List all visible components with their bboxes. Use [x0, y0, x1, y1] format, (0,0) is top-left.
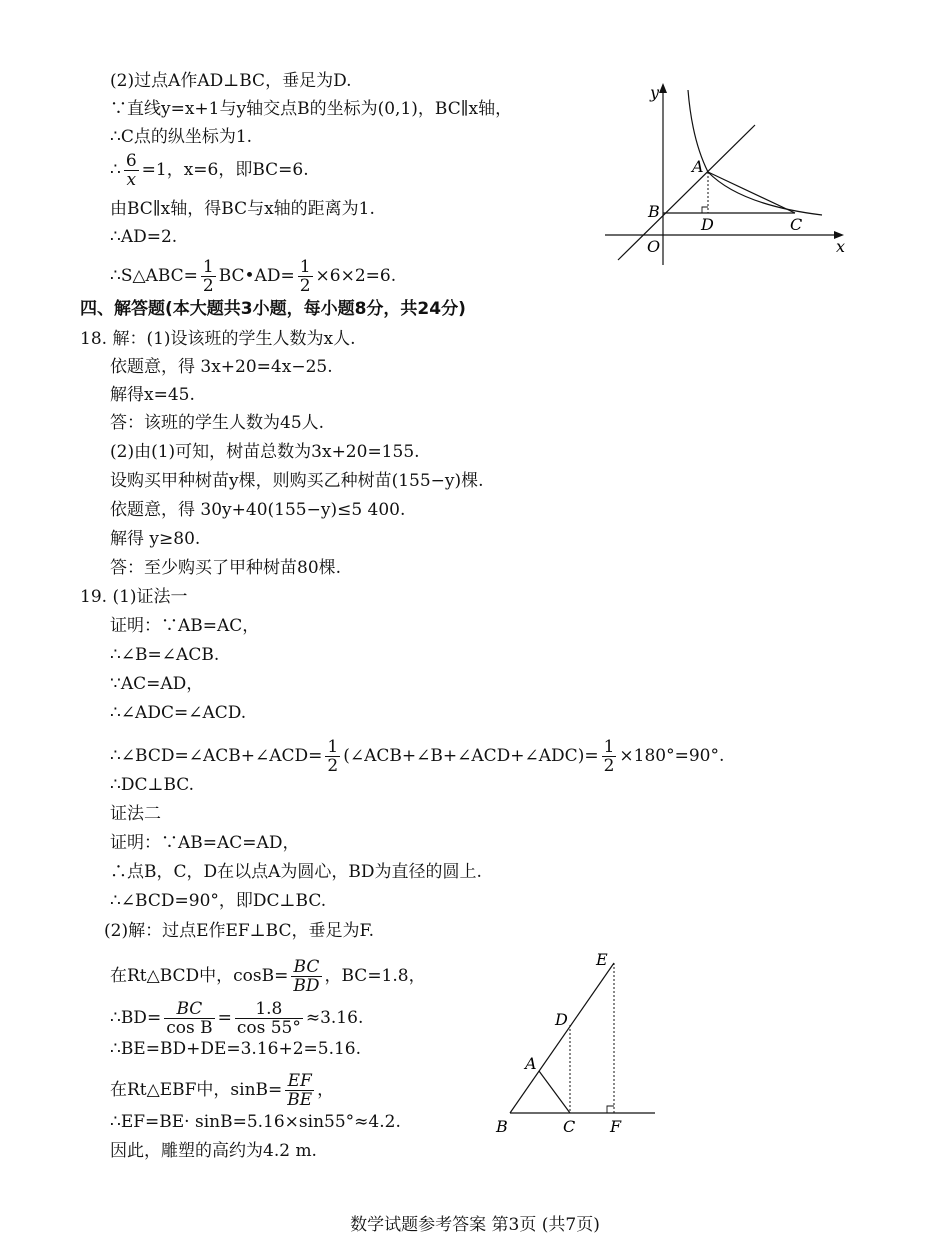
fraction: $\frac{6}{x}$	[125, 151, 137, 190]
p18-l5: (2)由(1)可知，树苗总数为3x+20=155.	[110, 442, 420, 462]
p19-l6: ∴∠BCD=∠ACB+∠ACD= $\frac{1}{2}$ (∠ACB+∠B+∠ACD+∠ADC)= $\frac{1}{2}$ ×180°=90°.	[110, 737, 725, 776]
p18-l6: 设购买甲种树苗y棵，则购买乙种树苗(155−y)棵.	[110, 471, 484, 491]
p18-l8: 解得 y≥80.	[110, 529, 201, 549]
p17-line2: ∴C点的纵坐标为1.	[110, 127, 253, 147]
label-B: B	[648, 202, 660, 221]
p19-l15: ∴BE=BD+DE=3.16+2=5.16.	[110, 1039, 362, 1059]
label-B: B	[496, 1117, 508, 1136]
fraction: $\frac{1.8}{\cos 55^\circ}$	[236, 999, 301, 1038]
fraction: $\frac{BC}{BD}$	[293, 957, 320, 996]
p19-l14: ∴BD= $\frac{BC}{\text{cos B}}$ = $\frac{1.8}{\cos 55^\circ}$ ≈3.16.	[110, 999, 364, 1038]
label-D: D	[701, 215, 714, 234]
p19-l11: ∴∠BCD=90°，即DC⊥BC.	[110, 891, 327, 911]
p19-l17: ∴EF=BE· sinB=5.16×sin55°≈4.2.	[110, 1112, 401, 1132]
p18-l7: 依题意，得 30y+40(155−y)≤5 400.	[110, 500, 406, 520]
page-footer: 数学试题参考答案 第3页 (共7页)	[350, 1215, 600, 1235]
p19-l16: 在Rt△EBF中，sinB= $\frac{EF}{BE}$ ，	[110, 1071, 335, 1110]
fraction-half: $\frac{1}{2}$	[202, 257, 214, 296]
p18-l3: 解得x=45.	[110, 385, 195, 405]
fraction-half: $\frac{1}{2}$	[299, 257, 311, 296]
p17-line5: ∴AD=2.	[110, 227, 178, 247]
label-y: y	[650, 83, 660, 102]
p17-line4: 由BC∥x轴，得BC与x轴的距离为1.	[110, 199, 375, 219]
p19-l13: 在Rt△BCD中，cosB= $\frac{BC}{BD}$ ，BC=1.8，	[110, 957, 426, 996]
label-C: C	[563, 1117, 576, 1136]
figure-coordinate-graph	[600, 80, 860, 270]
p19-l10: ∴点B，C，D在以点A为圆心，BD为直径的圆上.	[110, 862, 482, 882]
fraction: $\frac{BC}{\text{cos B}}$	[166, 999, 213, 1038]
fraction-half: $\frac{1}{2}$	[603, 737, 615, 776]
label-D: D	[555, 1010, 568, 1029]
p17-part2: (2)过点A作AD⊥BC，垂足为D.	[110, 71, 352, 91]
p19-l9: 证明：∵AB=AC=AD，	[110, 833, 300, 853]
p19-l3: ∴∠B=∠ACB.	[110, 645, 220, 665]
fraction: $\frac{EF}{BE}$	[287, 1071, 313, 1110]
p19-l18: 因此，雕塑的高约为4.2 m.	[110, 1141, 317, 1161]
p18-l2: 依题意，得 3x+20=4x−25.	[110, 357, 333, 377]
p19-l7: ∴DC⊥BC.	[110, 775, 195, 795]
p17-line6: ∴S△ABC= $\frac{1}{2}$ BC•AD= $\frac{1}{2}$ ×6×2=6.	[110, 257, 397, 296]
section-heading: 四、解答题(本大题共3小题，每小题8分，共24分)	[80, 299, 466, 319]
label-A: A	[692, 157, 704, 176]
p17-line3: ∴ $\frac{6}{x}$ =1，x=6，即BC=6.	[110, 151, 309, 190]
fraction-half: $\frac{1}{2}$	[327, 737, 339, 776]
label-O: O	[647, 237, 661, 256]
p19-l4: ∵AC=AD，	[110, 674, 204, 694]
figure-triangle	[490, 945, 670, 1145]
p19-l5: ∴∠ADC=∠ACD.	[110, 703, 247, 723]
p19-l8: 证法二	[110, 804, 161, 824]
p17-line1: ∵直线y=x+1与y轴交点B的坐标为(0,1)，BC∥x轴，	[110, 99, 513, 119]
p18-l9: 答：至少购买了甲种树苗80棵.	[110, 558, 342, 578]
label-C: C	[790, 215, 803, 234]
p19-l12: (2)解：过点E作EF⊥BC，垂足为F.	[104, 921, 375, 941]
p19-l1: 19. (1)证法一	[80, 587, 188, 607]
label-E: E	[596, 950, 608, 969]
p18-l1: 18. 解：(1)设该班的学生人数为x人.	[80, 329, 356, 349]
label-x: x	[836, 237, 846, 256]
p19-l2: 证明：∵AB=AC，	[110, 616, 260, 636]
label-A: A	[525, 1054, 537, 1073]
label-F: F	[610, 1117, 622, 1136]
p18-l4: 答：该班的学生人数为45人.	[110, 413, 325, 433]
